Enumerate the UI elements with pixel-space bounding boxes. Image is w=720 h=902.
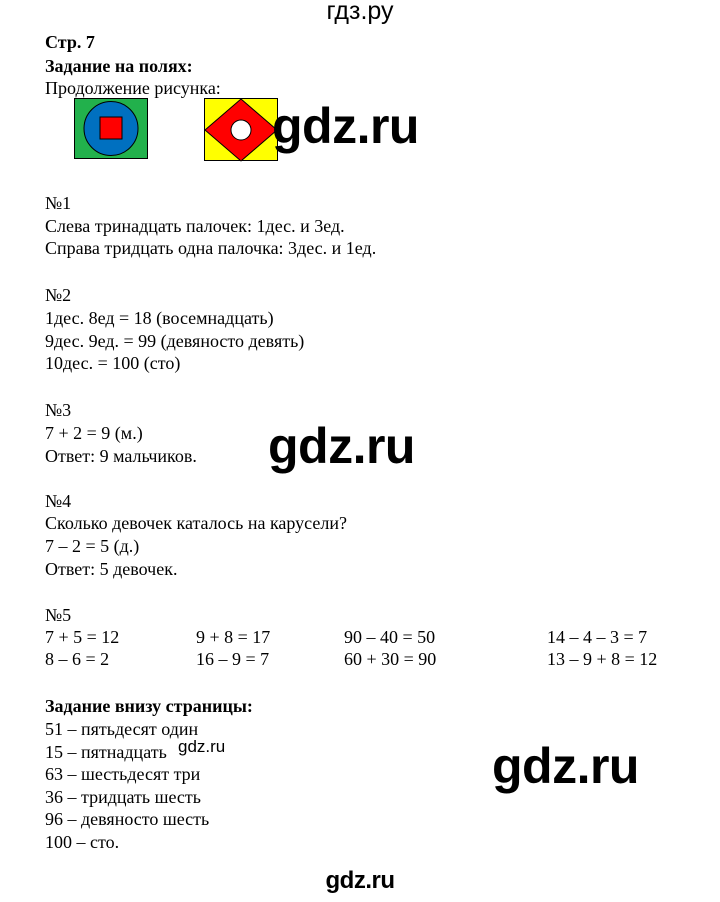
task4-line-2: 7 – 2 = 5 (д.)	[45, 536, 140, 556]
task5-row1-col4: 14 – 4 – 3 = 7	[547, 627, 648, 647]
bottom-task-line-3: 63 – шестьдесят три	[45, 764, 201, 784]
bottom-task-line-1: 51 – пятьдесят один	[45, 719, 199, 739]
page-number: Стр. 7	[45, 32, 95, 52]
task5-row1-col2: 9 + 8 = 17	[196, 627, 271, 647]
task3-line-2: Ответ: 9 мальчиков.	[45, 446, 197, 466]
site-footer: gdz.ru	[325, 867, 395, 894]
task5-row2-col1: 8 – 6 = 2	[45, 649, 110, 669]
task4-number: №4	[45, 491, 72, 511]
task2-line-1: 1дес. 8ед = 18 (восемнадцать)	[45, 308, 274, 328]
bottom-task-line-2: 15 – пятнадцать	[45, 742, 167, 762]
task2-line-2: 9дес. 9ед. = 99 (девяносто девять)	[45, 331, 305, 351]
watermark-small: gdz.ru	[178, 737, 226, 756]
task3-line-1: 7 + 2 = 9 (м.)	[45, 423, 143, 443]
margin-task-heading: Задание на полях:	[45, 56, 193, 76]
bottom-task-heading: Задание внизу страницы:	[45, 696, 253, 716]
bottom-task-line-4: 36 – тридцать шесть	[45, 787, 201, 807]
figure-yellow-square	[204, 98, 279, 162]
bottom-task-line-6: 100 – сто.	[45, 832, 120, 852]
figure-green-square	[74, 98, 149, 160]
watermark-3: gdz.ru	[492, 738, 639, 794]
bottom-task-line-5: 96 – девяносто шесть	[45, 809, 210, 829]
watermark-1: gdz.ru	[272, 98, 419, 154]
task5-row1-col3: 90 – 40 = 50	[344, 627, 436, 647]
task2-number: №2	[45, 285, 72, 305]
task4-line-1: Сколько девочек каталось на карусели?	[45, 513, 347, 533]
task1-number: №1	[45, 193, 72, 213]
task5-row2-col3: 60 + 30 = 90	[344, 649, 437, 669]
site-header: гдз.ру	[326, 0, 394, 25]
task5-number: №5	[45, 605, 72, 625]
task2-line-3: 10дес. = 100 (сто)	[45, 353, 181, 373]
task5-row1-col1: 7 + 5 = 12	[45, 627, 120, 647]
task4-line-3: Ответ: 5 девочек.	[45, 559, 178, 579]
task5-row2-col4: 13 – 9 + 8 = 12	[547, 649, 658, 669]
task1-line-2: Справа тридцать одна палочка: 3дес. и 1ед.	[45, 238, 377, 258]
task3-number: №3	[45, 400, 72, 420]
watermark-2: gdz.ru	[268, 418, 415, 474]
task1-line-1: Слева тринадцать палочек: 1дес. и 3ед.	[45, 216, 345, 236]
task5-row2-col2: 16 – 9 = 7	[196, 649, 270, 669]
margin-task-text: Продолжение рисунка:	[45, 78, 221, 98]
